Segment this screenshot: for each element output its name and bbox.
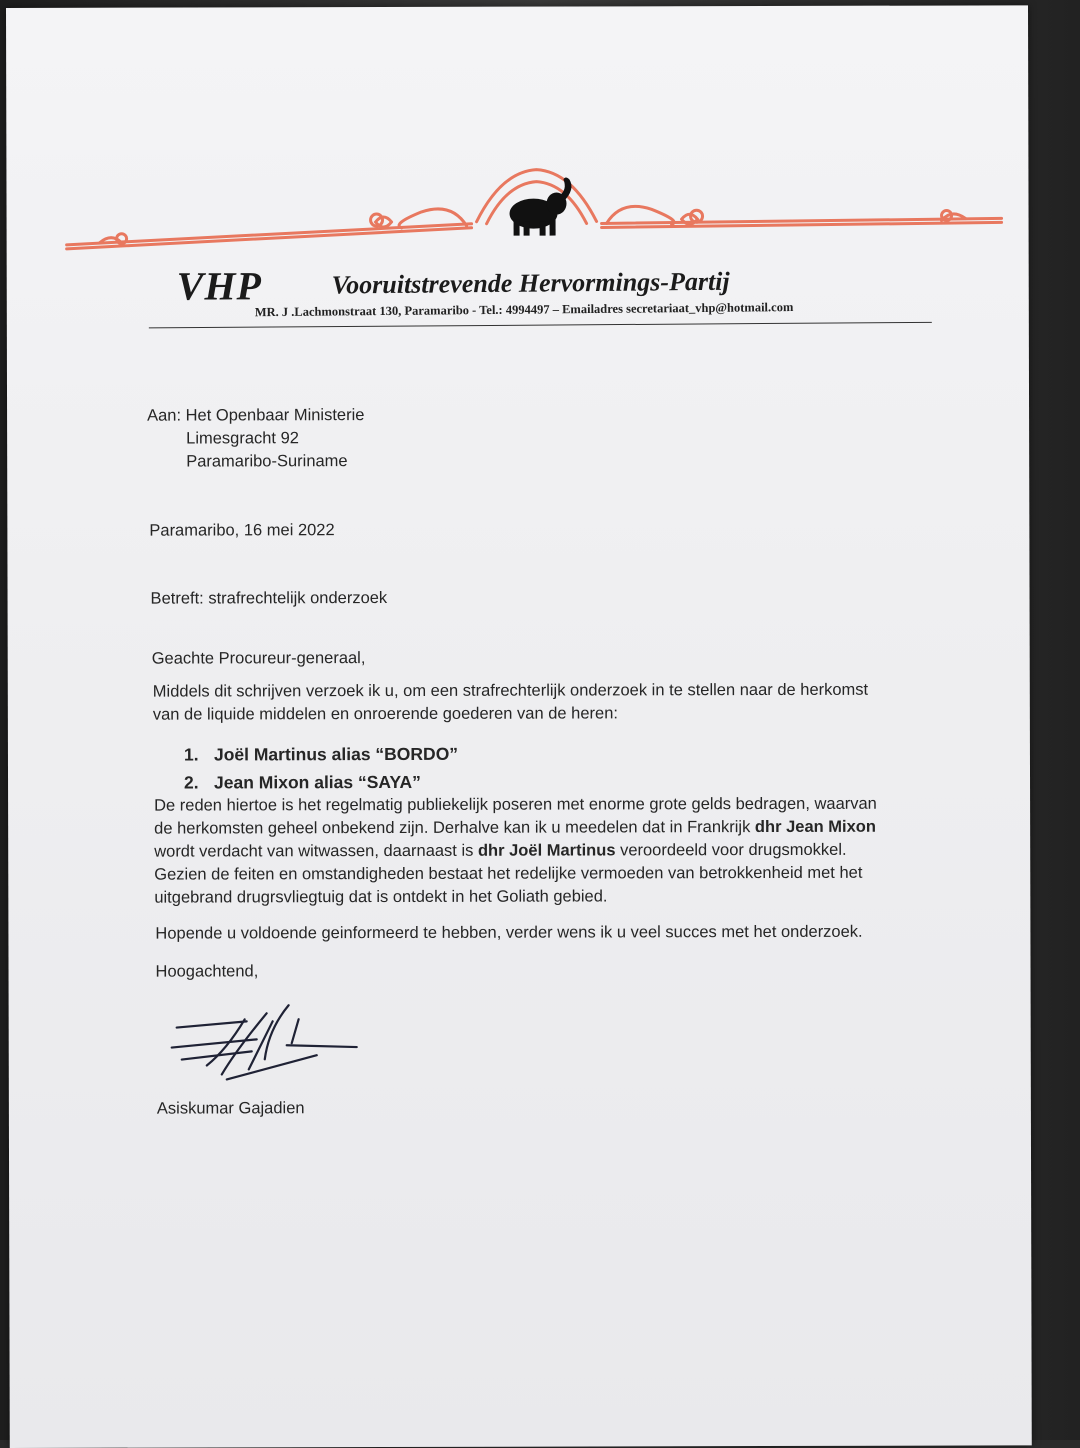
intro-paragraph (153, 679, 868, 727)
salutation: Geachte Procureur-generaal, (151, 649, 366, 668)
recipient-line-1: Aan: Het Openbaar Ministerie (147, 406, 365, 425)
place-date: Paramaribo, 16 mei 2022 (149, 521, 335, 540)
list-item (184, 772, 421, 794)
reason-line-3: wordt verdacht van witwassen, daarnaast is dhr Joël Martinus veroordeeld voor drugsmokkel. (154, 840, 847, 861)
reason-line-2: de herkomsten geheel onbekend zijn. Derhalve kan ik u meedelen dat in Frankrijk dhr Jean Mixon (154, 817, 876, 838)
list-number: 1. (183, 744, 199, 765)
list-number: 2. (184, 772, 199, 793)
person-name: Joël Martinus alias “BORDO” (213, 743, 459, 765)
list-item (184, 744, 458, 766)
party-address: MR. J .Lachmonstraat 130, Paramaribo - Tel.: 4994497 – Emailadres secretariaat_vhp@hotmail.com (254, 300, 794, 320)
reason-line-5: uitgebrand drugrsvliegtuig dat is ontdekt in het Goliath gebied. (154, 887, 608, 907)
header-divider (149, 322, 932, 328)
signature (167, 999, 367, 1090)
intro-line-1: Middels dit schrijven verzoek ik u, om een strafrechterlijk onderzoek in te stellen naar de herkomst (152, 680, 869, 701)
letter-page (6, 5, 1032, 1448)
party-name: Vooruitstrevende Hervormings-Partij (331, 266, 730, 300)
subject-line: Betreft: strafrechtelijk onderzoek (150, 589, 388, 608)
closing-greeting: Hoogachtend, (155, 962, 259, 981)
closing-paragraph: Hopende u voldoende geinformeerd te hebben, verder wens ik u veel succes met het onderzoek. (155, 922, 863, 943)
recipient-line-3: Paramaribo-Suriname (186, 452, 348, 471)
intro-line-2: van de liquide middelen en onroerende goederen van de heren: (152, 704, 618, 724)
person-name: Jean Mixon alias “SAYA” (214, 771, 421, 793)
party-abbreviation: VHP (176, 263, 263, 309)
signatory-name: Asiskumar Gajadien (156, 1099, 305, 1118)
letterhead-ornament (61, 160, 1011, 262)
reason-line-4: Gezien de feiten en omstandigheden bestaat het redelijke vermoeden van betrokkenheid met het (154, 863, 863, 884)
reason-paragraph (154, 793, 877, 910)
recipient-line-2: Limesgracht 92 (186, 429, 299, 448)
reason-line-1: De reden hiertoe is het regelmatig publiekelijk poseren met enorme grote gelds bedragen, waarvan (154, 794, 877, 815)
